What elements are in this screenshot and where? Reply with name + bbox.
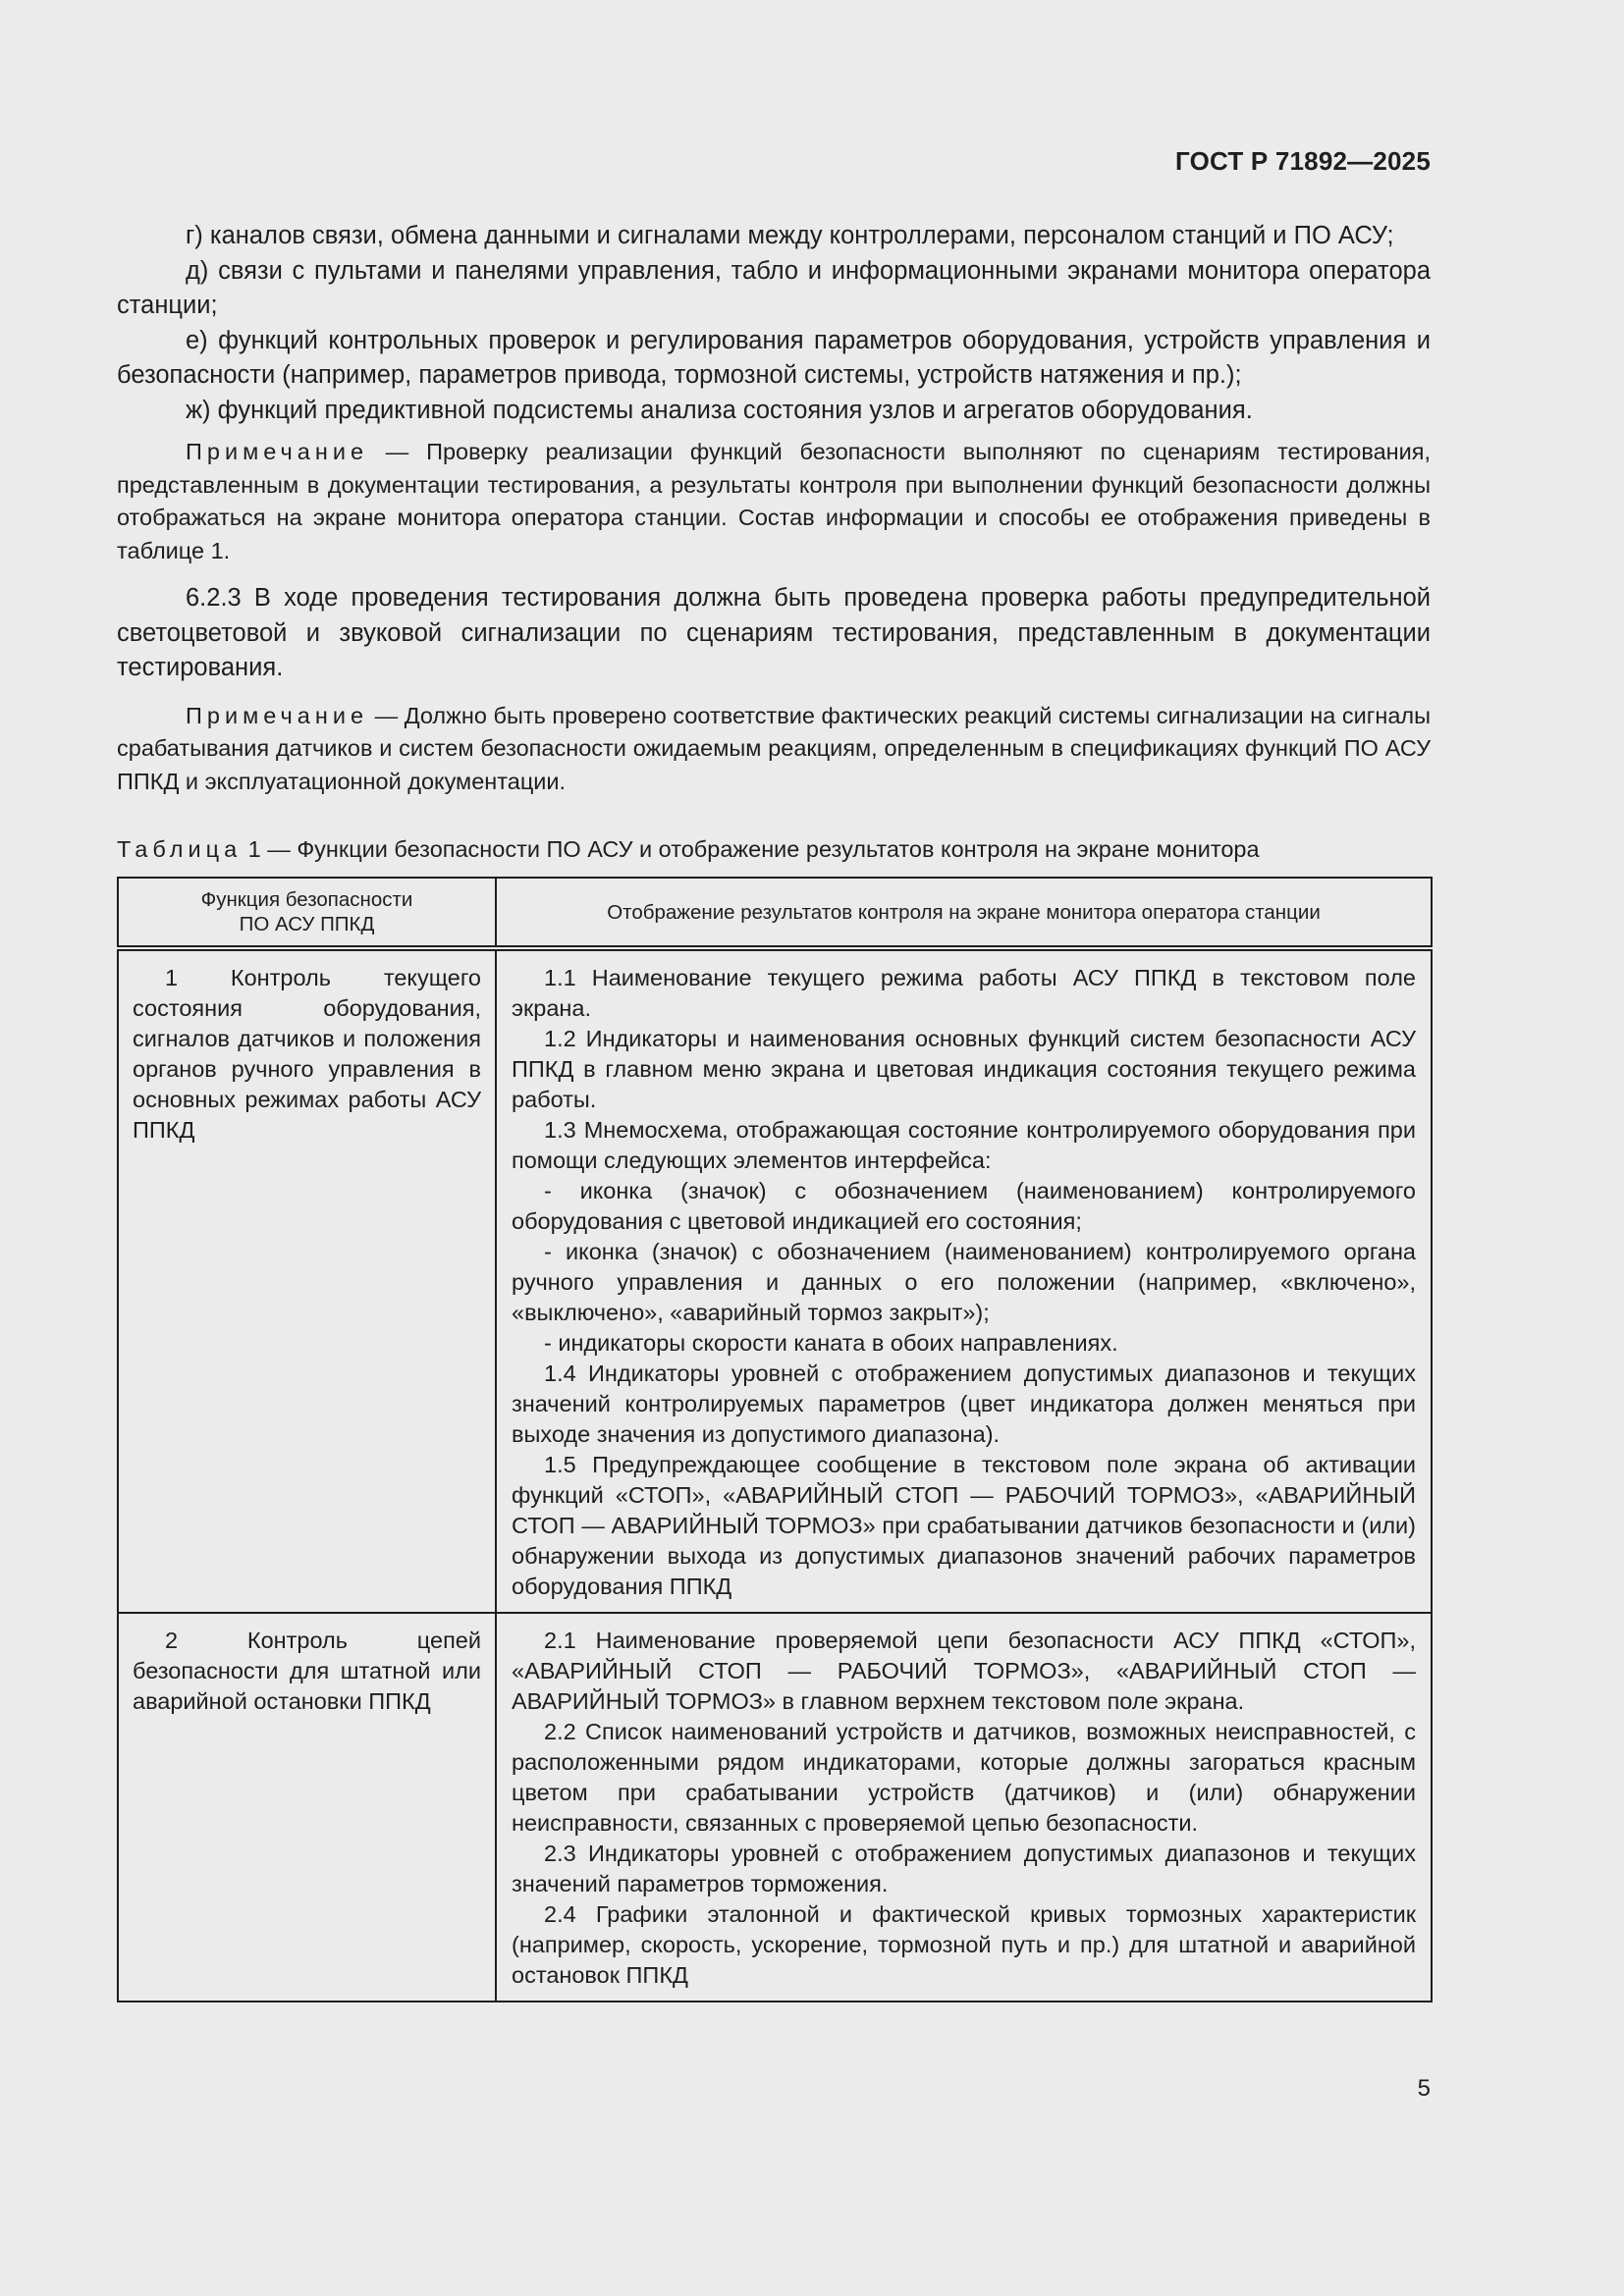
row2-item: 2.4 Графики эталонной и фактической кривых тормозных характеристик (например, скорость, ускорение, тормозной путь и пр.) для штатной и аварийной остановок ППКД bbox=[512, 1901, 1416, 1988]
row1-item: - индикаторы скорости каната в обоих направлениях. bbox=[544, 1330, 1118, 1356]
table-row bbox=[118, 1613, 1432, 2002]
row2-item: 2.3 Индикаторы уровней с отображением допустимых диапазонов и текущих значений параметров торможения. bbox=[512, 1841, 1416, 1896]
note-2-text: — Должно быть проверено соответствие фактических реакций системы сигнализации на сигналы срабатывания датчиков и систем безопасности ожидаемым реакциям, определенным в спецификациях функций ПО АСУ ППКД и эксплуатационной документации. bbox=[117, 702, 1431, 794]
table-caption-text: 1 — Функции безопасности ПО АСУ и отображение результатов контроля на экране монитора bbox=[242, 836, 1260, 862]
note-1 bbox=[117, 436, 1431, 567]
safety-functions-table bbox=[117, 877, 1433, 2002]
table-caption bbox=[117, 833, 1431, 865]
list-item-e: е) функций контрольных проверок и регулирования параметров оборудования, устройств управления и безопасности (например, параметров привода, тормозной системы, устройств натяжения и пр.); bbox=[117, 326, 1431, 389]
doc-id-header: ГОСТ Р 71892—2025 bbox=[1175, 146, 1431, 176]
header-function bbox=[118, 878, 496, 948]
list-item-d: д) связи с пультами и панелями управления, табло и информационными экранами монитора оператора станции; bbox=[117, 256, 1431, 319]
row1-item: 1.5 Предупреждающее сообщение в текстовом поле экрана об активации функций «СТОП», «АВАРИЙНЫЙ СТОП — РАБОЧИЙ ТОРМОЗ», «АВАРИЙНЫЙ СТОП — АВАРИЙНЫЙ ТОРМОЗ» при срабатывании датчиков безопасности и (или) обнаружении выхода из допустимых диапазонов значений рабочих параметров оборудования ППКД bbox=[512, 1452, 1416, 1599]
row2-item: 2.2 Список наименований устройств и датчиков, возможных неисправностей, с расположенными рядом индикаторами, которые должны загораться красным цветом при срабатывании устройств (датчиков) и (или) обнаружении неисправности, связанных с проверяемой цепью безопасности. bbox=[512, 1719, 1416, 1836]
row1-function: 1 Контроль текущего состояния оборудования, сигналов датчиков и положения органов ручного управления в основных режимах работы АСУ ППКД bbox=[133, 965, 481, 1143]
row1-item: 1.1 Наименование текущего режима работы АСУ ППКД в текстовом поле экрана. bbox=[512, 965, 1416, 1021]
row1-item: 1.4 Индикаторы уровней с отображением допустимых диапазонов и текущих значений контролируемых параметров (цвет индикатора должен меняться при выходе значения из допустимого диапазона). bbox=[512, 1361, 1416, 1447]
page-number: 5 bbox=[1417, 2075, 1431, 2102]
page-content bbox=[117, 219, 1431, 2002]
header-function-line1: Функция безопасности bbox=[200, 888, 413, 911]
row1-item: - иконка (значок) с обозначением (наименованием) контролируемого органа ручного управления и данных о его положении (например, «включено», «выключено», «аварийный тормоз закрыт»); bbox=[512, 1239, 1416, 1325]
row2-display-cell bbox=[496, 1613, 1432, 2002]
row2-item: 2.1 Наименование проверяемой цепи безопасности АСУ ППКД «СТОП», «АВАРИЙНЫЙ СТОП — РАБОЧИЙ ТОРМОЗ», «АВАРИЙНЫЙ СТОП — АВАРИЙНЫЙ ТОРМОЗ» в главном верхнем текстовом поле экрана. bbox=[512, 1628, 1416, 1714]
table-row bbox=[118, 948, 1432, 1613]
row1-item: 1.3 Мнемосхема, отображающая состояние контролируемого оборудования при помощи следующих элементов интерфейса: bbox=[512, 1117, 1416, 1173]
note-1-label: Примечание bbox=[186, 439, 369, 464]
row1-display-cell bbox=[496, 948, 1432, 1613]
table-header-row bbox=[118, 878, 1432, 948]
header-display: Отображение результатов контроля на экране монитора оператора станции bbox=[496, 878, 1432, 948]
row2-function: 2 Контроль цепей безопасности для штатной или аварийной остановки ППКД bbox=[133, 1628, 481, 1714]
row1-function-cell bbox=[118, 948, 496, 1613]
row1-item: - иконка (значок) с обозначением (наименованием) контролируемого оборудования с цветовой индикацией его состояния; bbox=[512, 1178, 1416, 1234]
list-item-zh: ж) функций предиктивной подсистемы анализа состояния узлов и агрегатов оборудования. bbox=[186, 396, 1253, 424]
section-6-2-3: 6.2.3 В ходе проведения тестирования должна быть проведена проверка работы предупредительной светоцветовой и звуковой сигнализации по сценариям тестирования, представленным в документации тестирования. bbox=[117, 584, 1431, 681]
note-1-text: — Проверку реализации функций безопасности выполняют по сценариям тестирования, представленным в документации тестирования, а результаты контроля при выполнении функций безопасности должны отображаться на экране монитора оператора станции. Состав информации и способы ее отображения приведены в таблице 1. bbox=[117, 439, 1431, 563]
row2-function-cell bbox=[118, 1613, 496, 2002]
list-item-g: г) каналов связи, обмена данными и сигналами между контроллерами, персоналом станций и ПО АСУ; bbox=[186, 222, 1394, 249]
table-caption-label: Таблица bbox=[117, 836, 243, 862]
row1-item: 1.2 Индикаторы и наименования основных функций систем безопасности АСУ ППКД в главном меню экрана и цветовая индикация состояния текущего режима работы. bbox=[512, 1026, 1416, 1112]
note-2-label: Примечание bbox=[186, 702, 369, 728]
note-2 bbox=[117, 700, 1431, 799]
header-function-line2: ПО АСУ ППКД bbox=[239, 913, 375, 935]
